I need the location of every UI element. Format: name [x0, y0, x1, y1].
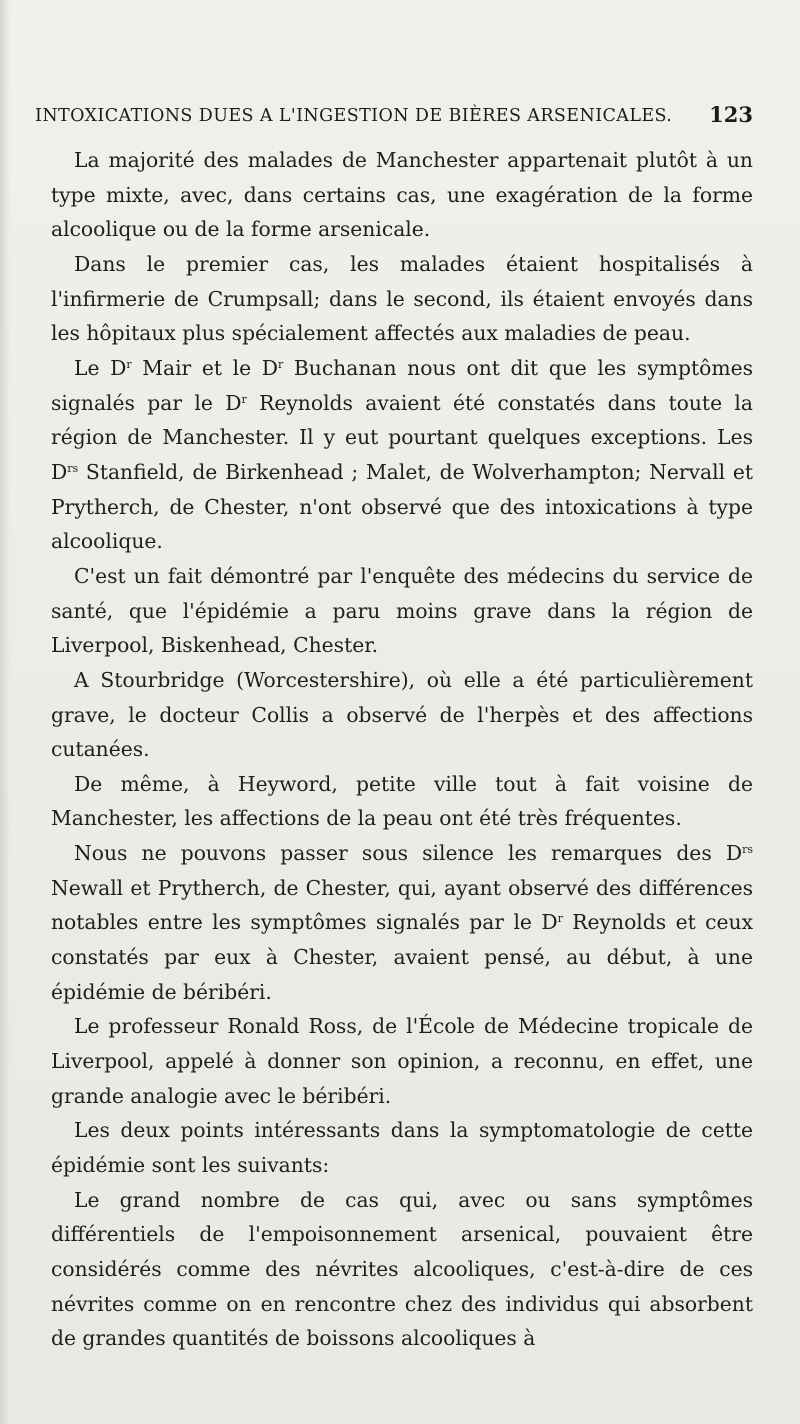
paragraph: La majorité des malades de Manchester appartenait plutôt à un type mixte, avec, dans certains cas, une exagération de la forme alcoolique ou de la forme arsenicale. [51, 148, 753, 242]
text-run: Reynolds avaient été constatés dans toute la région de Manchester. Il y eut pourtant quelques exceptions. Les D [51, 390, 754, 484]
page-header [35, 100, 753, 134]
superscript: r [557, 912, 563, 926]
paragraph: Le professeur Ronald Ross, de l'École de Médecine tropicale de Liverpool, appelé à donner son opinion, a reconnu, en effet, une grande analogie avec le béribéri. [51, 1014, 753, 1108]
text-run: Buchanan nous ont dit que les symptômes signalés par le D [51, 355, 753, 415]
page-number: 123 [709, 102, 753, 127]
text-run: Stanfield, de Birkenhead ; Malet, de Wolverhampton; Nervall et Prytherch, de Chester, n'ont observé que des intoxications à type alcoolique. [51, 459, 753, 554]
paragraph: Dans le premier cas, les malades étaient hospitalisés à l'infirmerie de Crumpsall; dans le second, ils étaient envoyés dans les hôpitaux plus spécialement affectés aux maladies de peau. [51, 251, 753, 346]
paragraph: Les deux points intéressants dans la symptomatologie de cette épidémie sont les suivants: [51, 1118, 753, 1178]
paragraph: De même, à Heyword, petite ville tout à fait voisine de Manchester, les affections de la peau ont été très fréquentes. [51, 771, 753, 831]
page-edge-shadow [0, 0, 10, 1424]
running-title: INTOXICATIONS DUES A L'INGESTION DE BIÈRES ARSENICALES. [35, 106, 673, 126]
superscript: r [277, 357, 284, 371]
superscript: r [126, 357, 132, 371]
text-run: Le D [74, 355, 127, 380]
text-run: Nous ne pouvons passer sous silence les remarques des D [74, 841, 743, 866]
superscript: r [241, 392, 247, 406]
paragraph: A Stourbridge (Worcestershire), où elle a été particulièrement grave, le docteur Collis a observé de l'herpès et des affections cutanées. [51, 667, 753, 762]
paragraph: Le grand nombre de cas qui, avec ou sans symptômes différentiels de l'empoisonnement arsenical, pouvaient être considérés comme des névrites alcooliques, c'est-à-dire de ces névrites comme on en rencontre chez des individus qui absorbent de grandes quantités de boissons alcooliques à [51, 1187, 753, 1351]
paragraph [51, 351, 753, 559]
superscript: rs [67, 461, 79, 475]
body-text [51, 143, 753, 1356]
text-run: Mair et le D [131, 355, 278, 380]
text-run: Reynolds et ceux constatés par eux à Chester, avaient pensé, au début, à une épidémie de béribéri. [51, 910, 754, 1004]
text-run: Newall et Prytherch, de Chester, qui, ayant observé des différences notables entre les symptômes signalés par le D [51, 875, 753, 935]
superscript: rs [742, 843, 753, 857]
paragraph: C'est un fait démontré par l'enquête des médecins du service de santé, que l'épidémie a paru moins grave dans la région de Liverpool, Biskenhead, Chester. [51, 563, 753, 658]
paragraph [51, 836, 753, 1009]
